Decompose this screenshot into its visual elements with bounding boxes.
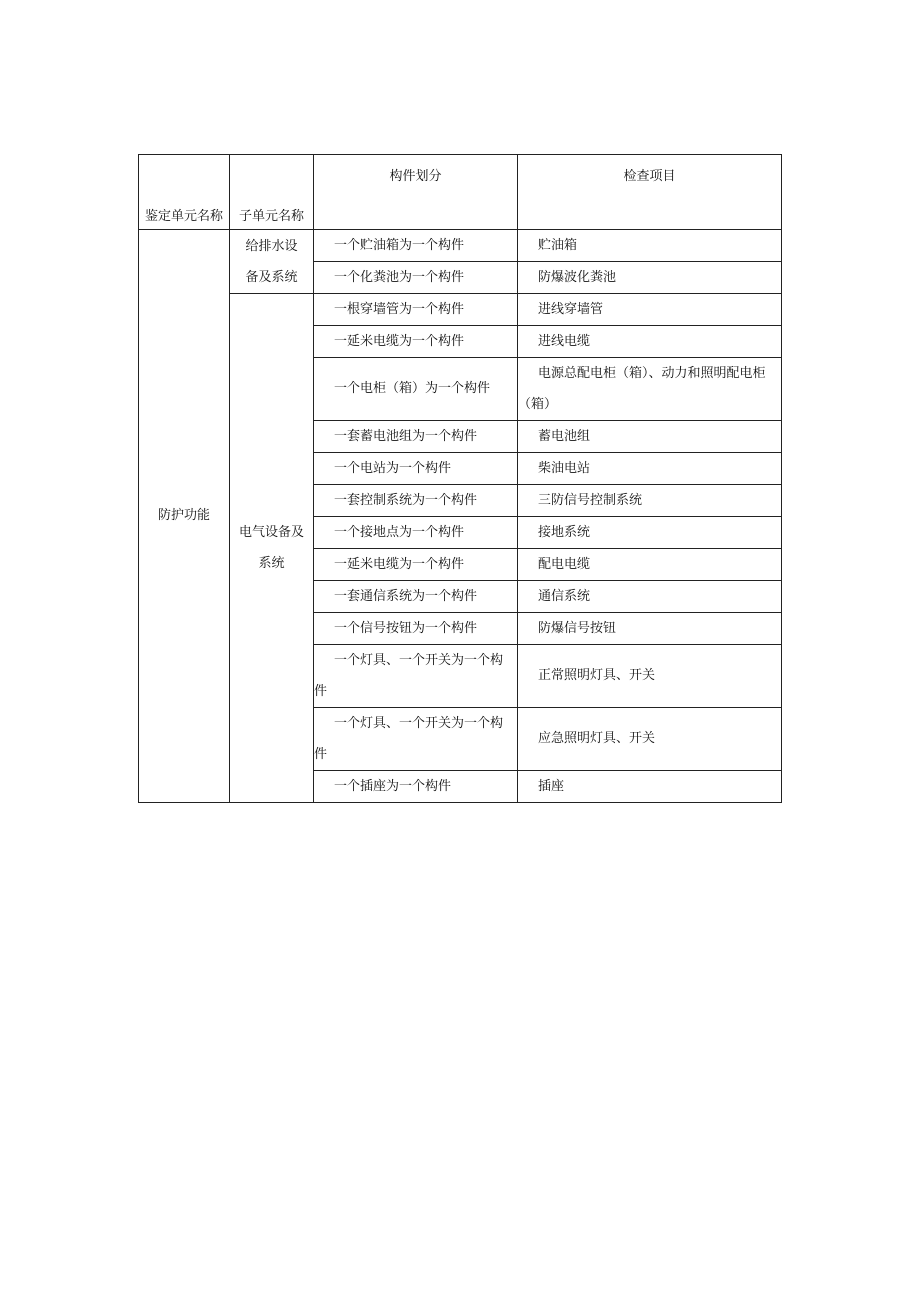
component-cell: 一套控制系统为一个构件 (314, 485, 518, 517)
check-item-cell: 正常照明灯具、开关 (518, 645, 782, 708)
header-row (139, 155, 782, 230)
check-item-cell: 应急照明灯具、开关 (518, 708, 782, 771)
component-cell: 一个化粪池为一个构件 (314, 262, 518, 294)
inspection-table (138, 154, 782, 803)
header-subunit: 子单元名称 (230, 155, 314, 230)
component-cell: 一延米电缆为一个构件 (314, 549, 518, 581)
subunit-cell-water (230, 230, 314, 294)
component-cell: 一个灯具、一个开关为一个构件 (314, 708, 518, 771)
check-item-cell: 防爆波化粪池 (518, 262, 782, 294)
check-item-cell: 配电电缆 (518, 549, 782, 581)
header-check: 检查项目 (518, 155, 782, 230)
component-cell: 一个插座为一个构件 (314, 771, 518, 803)
check-item-cell: 电源总配电柜（箱）、动力和照明配电柜（箱） (518, 358, 782, 421)
subunit-line: 备及系统 (245, 269, 298, 285)
subunit-line: 电气设备及 (238, 525, 304, 540)
subunit-line: 系统 (258, 556, 285, 571)
check-item-cell: 接地系统 (518, 517, 782, 549)
component-cell: 一个电站为一个构件 (314, 453, 518, 485)
component-cell: 一个接地点为一个构件 (314, 517, 518, 549)
check-item-cell: 防爆信号按钮 (518, 613, 782, 645)
component-cell: 一个贮油箱为一个构件 (314, 230, 518, 262)
subunit-line: 给排水设 (245, 238, 298, 254)
check-item-cell: 三防信号控制系统 (518, 485, 782, 517)
component-cell: 一个灯具、一个开关为一个构件 (314, 645, 518, 708)
table-row (139, 230, 782, 262)
header-component: 构件划分 (314, 155, 518, 230)
header-unit: 鉴定单元名称 (139, 155, 230, 230)
check-item-cell: 进线电缆 (518, 326, 782, 358)
table-row (139, 294, 782, 326)
component-cell: 一根穿墙管为一个构件 (314, 294, 518, 326)
component-cell: 一套通信系统为一个构件 (314, 581, 518, 613)
check-item-cell: 柴油电站 (518, 453, 782, 485)
subunit-cell-electric (230, 294, 314, 803)
component-cell: 一延米电缆为一个构件 (314, 326, 518, 358)
check-item-cell: 进线穿墙管 (518, 294, 782, 326)
component-cell: 一套蓄电池组为一个构件 (314, 421, 518, 453)
check-item-cell: 插座 (518, 771, 782, 803)
component-cell: 一个信号按钮为一个构件 (314, 613, 518, 645)
unit-name-cell: 防护功能 (139, 230, 230, 803)
check-item-cell: 通信系统 (518, 581, 782, 613)
check-item-cell: 蓄电池组 (518, 421, 782, 453)
component-cell: 一个电柜（箱）为一个构件 (314, 358, 518, 421)
check-item-cell: 贮油箱 (518, 230, 782, 262)
